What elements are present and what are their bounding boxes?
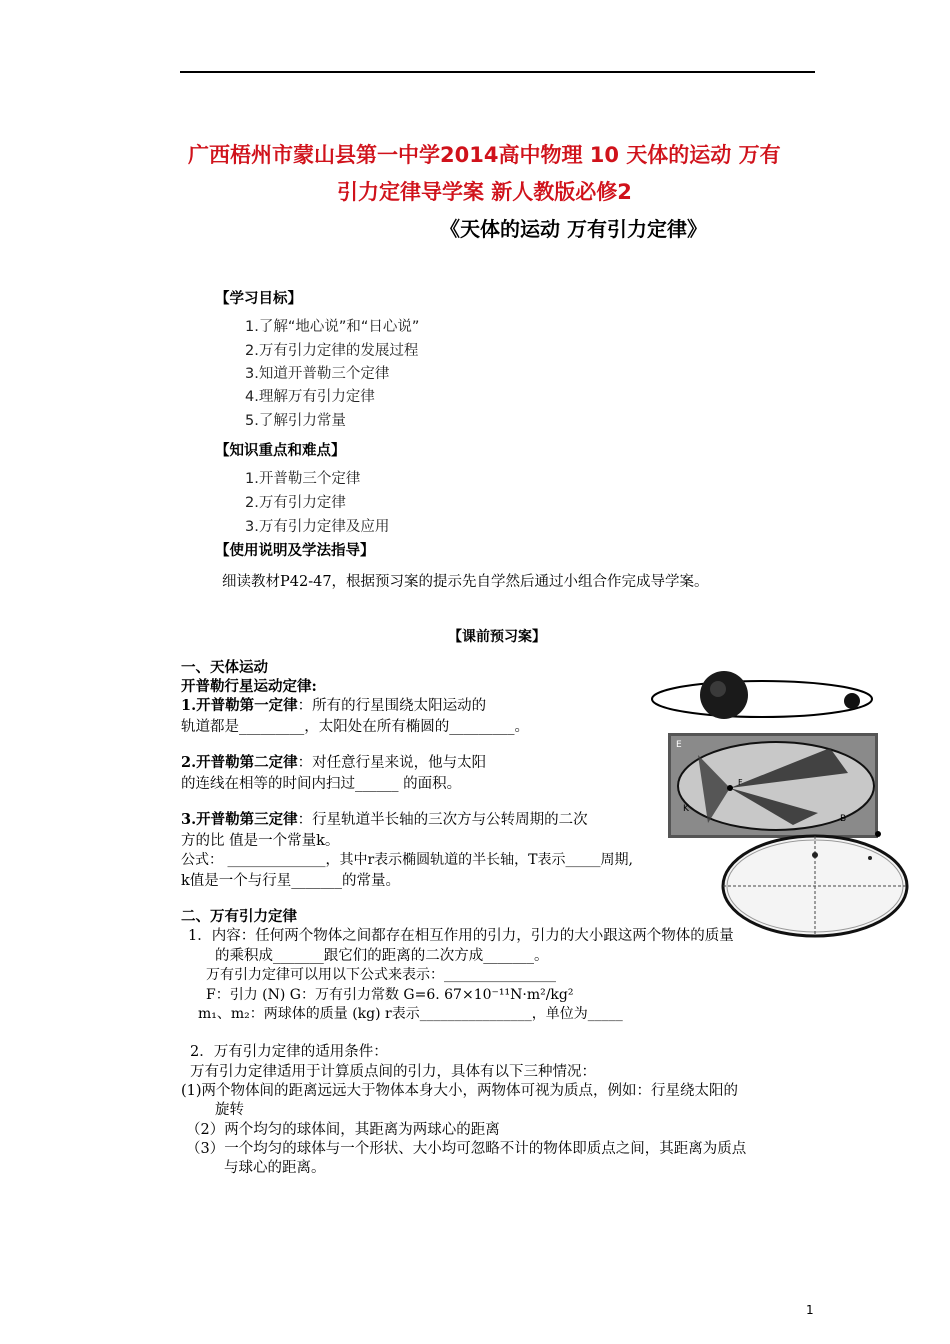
formula-intro: 万有引力定律可以用以下公式来表示：________________ <box>206 967 556 983</box>
law2-text: ：对任意行星来说，他与太阳 <box>297 755 487 771</box>
key-points-heading: 【知识重点和难点】 <box>215 443 346 459</box>
cond1-line1: (1)两个物体间的距离远远大于物体本身大小，两物体可视为质点，例如：行星绕太阳的 <box>181 1083 739 1099</box>
k-line: k值是一个与行星_______的常量。 <box>181 873 401 889</box>
f-line: F：引力 (N) G：万有引力常数 G=6. 67×10⁻¹¹N·m²/kg² <box>206 987 574 1003</box>
cond1-line2: 旋转 <box>215 1102 244 1118</box>
law2-line <box>181 751 486 772</box>
formula-line: 公式： ______________，其中r表示椭圆轨道的半长轴，T表示_____周期, <box>181 852 633 868</box>
law3-label: 3.开普勒第三定律 <box>181 811 298 828</box>
law3-line <box>181 808 588 829</box>
cond-intro: 万有引力定律适用于计算质点间的引力，具体有以下三种情况： <box>190 1064 596 1080</box>
page-number: 1 <box>806 1303 814 1317</box>
objective-item: 1.了解“地心说”和“日心说” <box>245 319 420 335</box>
law1-line <box>181 694 486 715</box>
law2-line2: 的连线在相等的时间内扫过______ 的面积。 <box>181 776 462 792</box>
header-rule <box>180 71 815 73</box>
figure-label-f: F <box>738 778 743 787</box>
objectives-heading: 【学习目标】 <box>215 291 302 307</box>
objective-item: 3.知道开普勒三个定律 <box>245 366 390 382</box>
doc-subtitle: 《天体的运动 万有引力定律》 <box>440 217 707 241</box>
usage-text: 细读教材P42-47，根据预习案的提示先自学然后通过小组合作完成导学案。 <box>222 574 709 590</box>
cond2-line: （2）两个均匀的球体间，其距离为两球心的距离 <box>186 1122 500 1138</box>
figure-label-e: E <box>676 740 682 750</box>
law1-text: ：所有的行星围绕太阳运动的 <box>297 698 487 714</box>
objective-item: 5.了解引力常量 <box>245 413 346 429</box>
objective-item: 2.万有引力定律的发展过程 <box>245 343 419 359</box>
usage-heading: 【使用说明及学法指导】 <box>215 543 375 559</box>
section2-title: 二、万有引力定律 <box>181 908 297 925</box>
law3-text: ：行星轨道半长轴的三次方与公转周期的二次 <box>297 812 588 828</box>
law1-label: 1.开普勒第一定律 <box>181 697 298 714</box>
objective-item: 4.理解万有引力定律 <box>245 389 375 405</box>
doc-title-line1: 广西梧州市蒙山县第一中学2014高中物理 10 天体的运动 万有 <box>188 143 781 167</box>
doc-title-line2: 引力定律导学案 新人教版必修2 <box>337 180 632 204</box>
key-point-item: 3.万有引力定律及应用 <box>245 519 390 535</box>
section1-title: 一、天体运动 <box>181 659 268 676</box>
cond-title: 2．万有引力定律的适用条件： <box>190 1044 388 1060</box>
orbit-figure <box>646 665 878 731</box>
law1-line2: 轨道都是_________，太阳处在所有椭圆的_________。 <box>181 719 529 735</box>
cond3-line2: 与球心的距离。 <box>224 1160 326 1176</box>
content-line2: 的乘积成_______跟它们的距离的二次方成_______。 <box>215 948 549 964</box>
m-line: m₁、m₂：两球体的质量 (kg) r表示________________，单位为_____ <box>198 1006 623 1022</box>
law2-label: 2.开普勒第二定律 <box>181 754 298 771</box>
law3-line2: 方的比 值是一个常量k。 <box>181 833 340 849</box>
key-point-item: 1.开普勒三个定律 <box>245 471 361 487</box>
cond3-line1: （3）一个均匀的球体与一个形状、大小均可忽略不计的物体即质点之间，其距离为质点 <box>186 1141 747 1157</box>
figure-label-k: K <box>683 804 689 814</box>
ellipse-axes-figure <box>718 828 913 938</box>
figure-label-b: B <box>840 814 847 824</box>
kepler-title: 开普勒行星运动定律: <box>181 678 317 695</box>
key-point-item: 2.万有引力定律 <box>245 495 346 511</box>
kepler-second-law-figure <box>668 733 878 838</box>
content-line1: 1．内容：任何两个物体之间都存在相互作用的引力，引力的大小跟这两个物体的质量 <box>188 928 734 944</box>
preview-heading: 【课前预习案】 <box>448 629 546 645</box>
